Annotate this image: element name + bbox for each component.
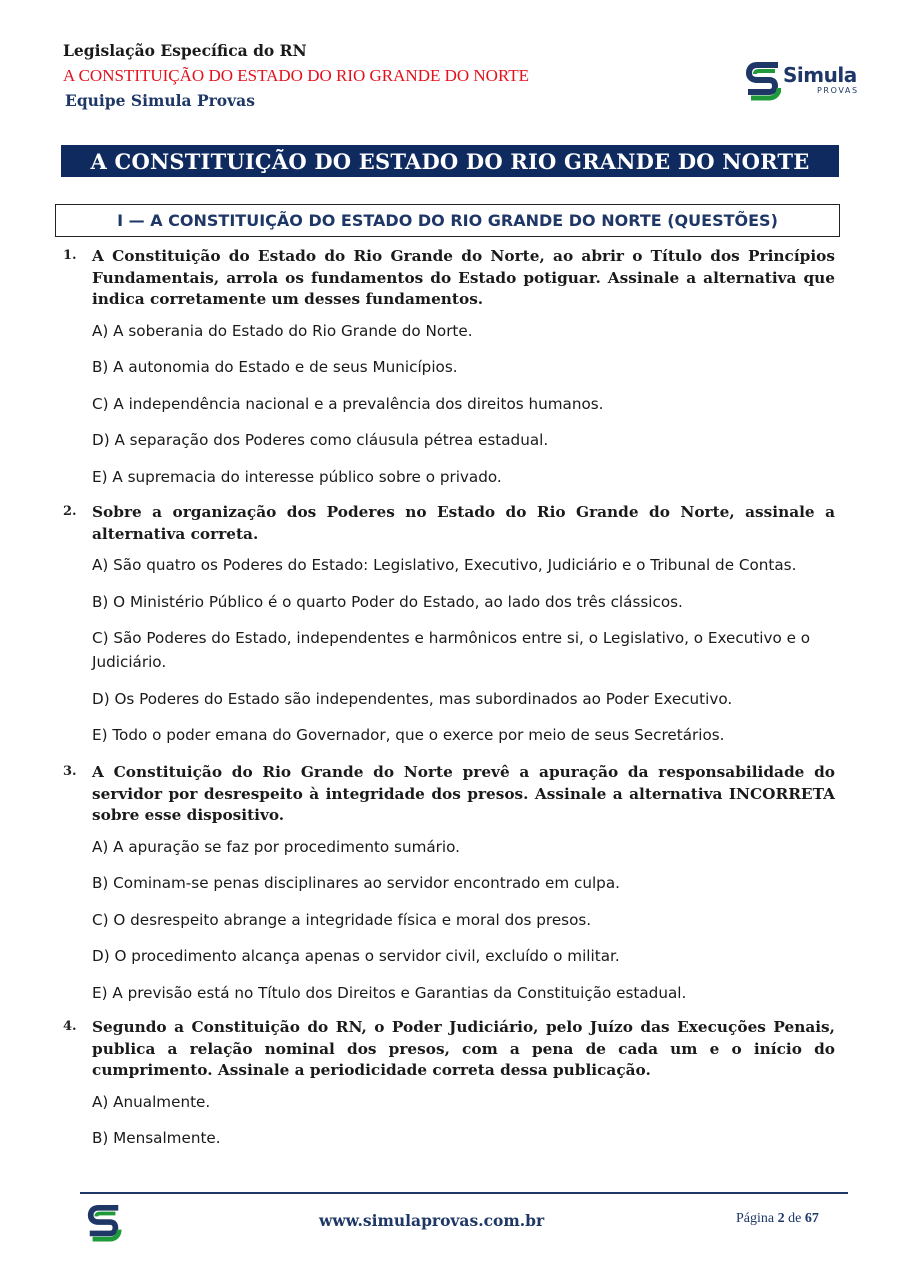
- answer-option: D) A separação dos Poderes como cláusula pétrea estadual.: [92, 431, 549, 449]
- page-prefix: Página: [736, 1211, 775, 1226]
- answer-option: A) Anualmente.: [92, 1092, 211, 1111]
- document-header: [63, 38, 529, 113]
- logo-sub: PROVAS: [817, 86, 859, 95]
- answer-option: D) O procedimento alcança apenas o servidor civil, excluído o militar.: [92, 947, 620, 965]
- question-number: 4.: [63, 1019, 77, 1034]
- footer-logo: [86, 1204, 122, 1242]
- logo-word: Simula: [783, 63, 857, 87]
- question-stem: Sobre a organização dos Poderes no Estado do Rio Grande do Norte, assinale a alternativa correta.: [92, 503, 835, 543]
- question-list: [63, 246, 835, 1150]
- simula-logo: [745, 61, 860, 101]
- answer-option: A) A apuração se faz por procedimento sumário.: [92, 837, 460, 856]
- question-stem: A Constituição do Rio Grande do Norte prevê a apuração da responsabilidade do servidor por desrespeito à integridade dos presos. Assinale a alternativa INCORRETA sobre esse dispositivo.: [92, 763, 835, 824]
- answer-option: C) São Poderes do Estado, independentes e harmônicos entre si, o Legislativo, o Executivo e o Judiciário.: [92, 629, 811, 671]
- answer-option: E) A supremacia do interesse público sobre o privado.: [92, 467, 502, 486]
- answer-option: A) São quatro os Poderes do Estado: Legislativo, Executivo, Judiciário e o Tribunal de Contas.: [92, 556, 797, 574]
- page-separator: de: [788, 1211, 802, 1226]
- answer-option: E) A previsão está no Título dos Direitos e Garantias da Constituição estadual.: [92, 983, 687, 1002]
- answer-option: B) Cominam-se penas disciplinares ao servidor encontrado em culpa.: [92, 874, 620, 892]
- answer-option: B) Mensalmente.: [92, 1129, 221, 1147]
- simula-s-logo-icon: [745, 61, 781, 101]
- question-number: 1.: [63, 248, 77, 263]
- answer-option: C) O desrespeito abrange a integridade física e moral dos presos.: [92, 910, 592, 929]
- question-item: [63, 246, 835, 502]
- page-current: 2: [777, 1211, 785, 1226]
- question-item: [63, 502, 835, 762]
- section-title: I — A CONSTITUIÇÃO DO ESTADO DO RIO GRANDE DO NORTE (QUESTÕES): [55, 204, 840, 237]
- question-item: [63, 1017, 835, 1150]
- answer-option: D) Os Poderes do Estado são independentes, mas subordinados ao Poder Executivo.: [92, 689, 733, 708]
- document-title-banner: A CONSTITUIÇÃO DO ESTADO DO RIO GRANDE DO NORTE: [61, 145, 839, 177]
- header-topic: A CONSTITUIÇÃO DO ESTADO DO RIO GRANDE DO NORTE: [63, 66, 530, 85]
- question-item: [63, 762, 835, 1017]
- answer-option: E) Todo o poder emana do Governador, que o exerce por meio de seus Secretários.: [92, 726, 725, 744]
- answer-option: A) A soberania do Estado do Rio Grande do Norte.: [92, 321, 473, 340]
- question-stem: A Constituição do Estado do Rio Grande do Norte, ao abrir o Título dos Princípios Fundamentais, arrola os fundamentos do Estado potiguar. Assinale a alternativa que indica corretamente um desses fundamentos.: [92, 247, 835, 308]
- question-stem: Segundo a Constituição do RN, o Poder Judiciário, pelo Juízo das Execuções Penais, publica a relação nominal dos presos, com a pena de cada um e o início do cumprimento. Assinale a periodicidade correta dessa publicação.: [92, 1018, 835, 1079]
- header-subject: Legislação Específica do RN: [63, 41, 307, 60]
- page-indicator: [736, 1211, 819, 1227]
- answer-option: C) A independência nacional e a prevalência dos direitos humanos.: [92, 394, 604, 413]
- answer-option: B) A autonomia do Estado e de seus Municípios.: [92, 358, 458, 376]
- question-number: 3.: [63, 764, 77, 779]
- footer-divider: [80, 1192, 848, 1194]
- page-total: 67: [804, 1211, 819, 1226]
- question-number: 2.: [63, 504, 77, 519]
- footer-website-link[interactable]: www.simulaprovas.com.br: [319, 1211, 545, 1230]
- simula-s-logo-icon: [86, 1204, 122, 1242]
- answer-option: B) O Ministério Público é o quarto Poder do Estado, ao lado dos três clássicos.: [92, 592, 683, 611]
- header-team: Equipe Simula Provas: [65, 91, 255, 110]
